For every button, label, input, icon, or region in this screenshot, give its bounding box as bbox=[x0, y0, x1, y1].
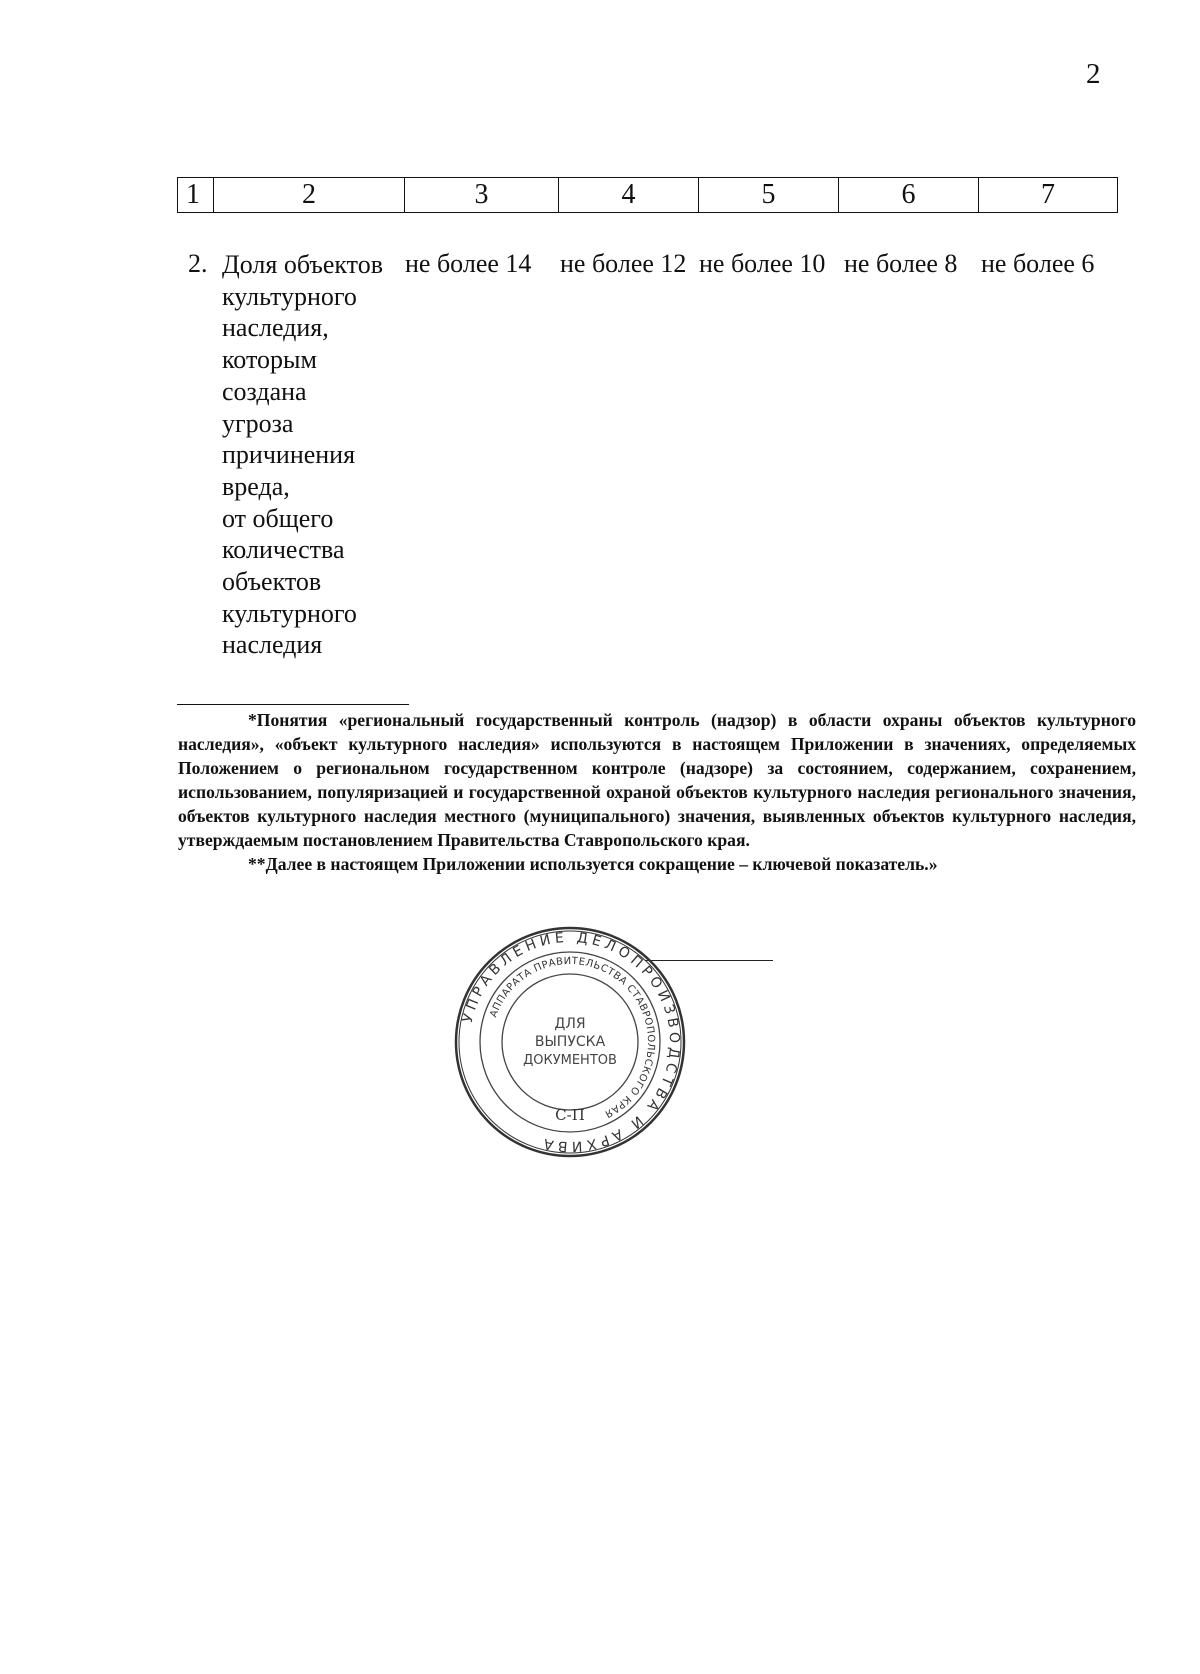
indicator-value-col5: не более 10 bbox=[699, 249, 826, 278]
footnotes bbox=[178, 708, 1136, 876]
indicator-value-col3: не более 14 bbox=[405, 249, 532, 278]
stamp-center-line-3: ДОКУМЕНТОВ bbox=[523, 1053, 617, 1068]
page-number: 2 bbox=[1086, 58, 1101, 90]
column-number-3: 3 bbox=[405, 178, 559, 213]
stamp-center-line-1: ДЛЯ bbox=[554, 1016, 586, 1032]
footnote-2: **Далее в настоящем Приложении используется сокращение – ключевой показатель.» bbox=[248, 854, 938, 874]
column-number-6: 6 bbox=[839, 178, 979, 213]
column-numbers-header bbox=[177, 177, 1118, 213]
column-number-4: 4 bbox=[559, 178, 699, 213]
stamp-center-line-2: ВЫПУСКА bbox=[534, 1034, 606, 1050]
official-stamp bbox=[452, 924, 688, 1160]
footnote-separator bbox=[177, 704, 409, 705]
indicator-name: Доля объектов культурного наследия, которым создана угроза причинения вреда, от общего количества объектов культурного наследия bbox=[222, 250, 383, 660]
indicator-number: 2. bbox=[188, 249, 208, 278]
column-number-2: 2 bbox=[214, 178, 405, 213]
stamp-inner-text: АППАРАТА ПРАВИТЕЛЬСТВА СТАВРОПОЛЬСКОГО КРАЯ bbox=[488, 955, 657, 1120]
stamp-outer-text: УПРАВЛЕНИЕ ДЕЛОПРОИЗВОДСТВА И АРХИВА bbox=[459, 929, 683, 1155]
indicator-value-col4: не более 12 bbox=[560, 249, 687, 278]
indicator-value-col7: не более 6 bbox=[981, 249, 1095, 278]
stamp-code: С-П bbox=[555, 1106, 585, 1124]
footnote-1: *Понятия «региональный государственный контроль (надзор) в области охраны объектов культурного наследия», «объект культурного наследия» используются в настоящем Приложении в значениях, определяемых Положением о региональном государственном контроле (надзоре) за состоянием, содержанием, сохранением, использованием, популяризацией и государственной охраной объектов культурного наследия регионального значения, объектов культурного наследия местного (муниципального) значения, выявленных объектов культурного наследия, утверждаемым постановлением Правительства Ставропольского края. bbox=[178, 710, 1136, 850]
column-number-1: 1 bbox=[178, 178, 214, 213]
column-number-7: 7 bbox=[979, 178, 1118, 213]
indicator-value-col6: не более 8 bbox=[844, 249, 958, 278]
column-number-5: 5 bbox=[699, 178, 839, 213]
